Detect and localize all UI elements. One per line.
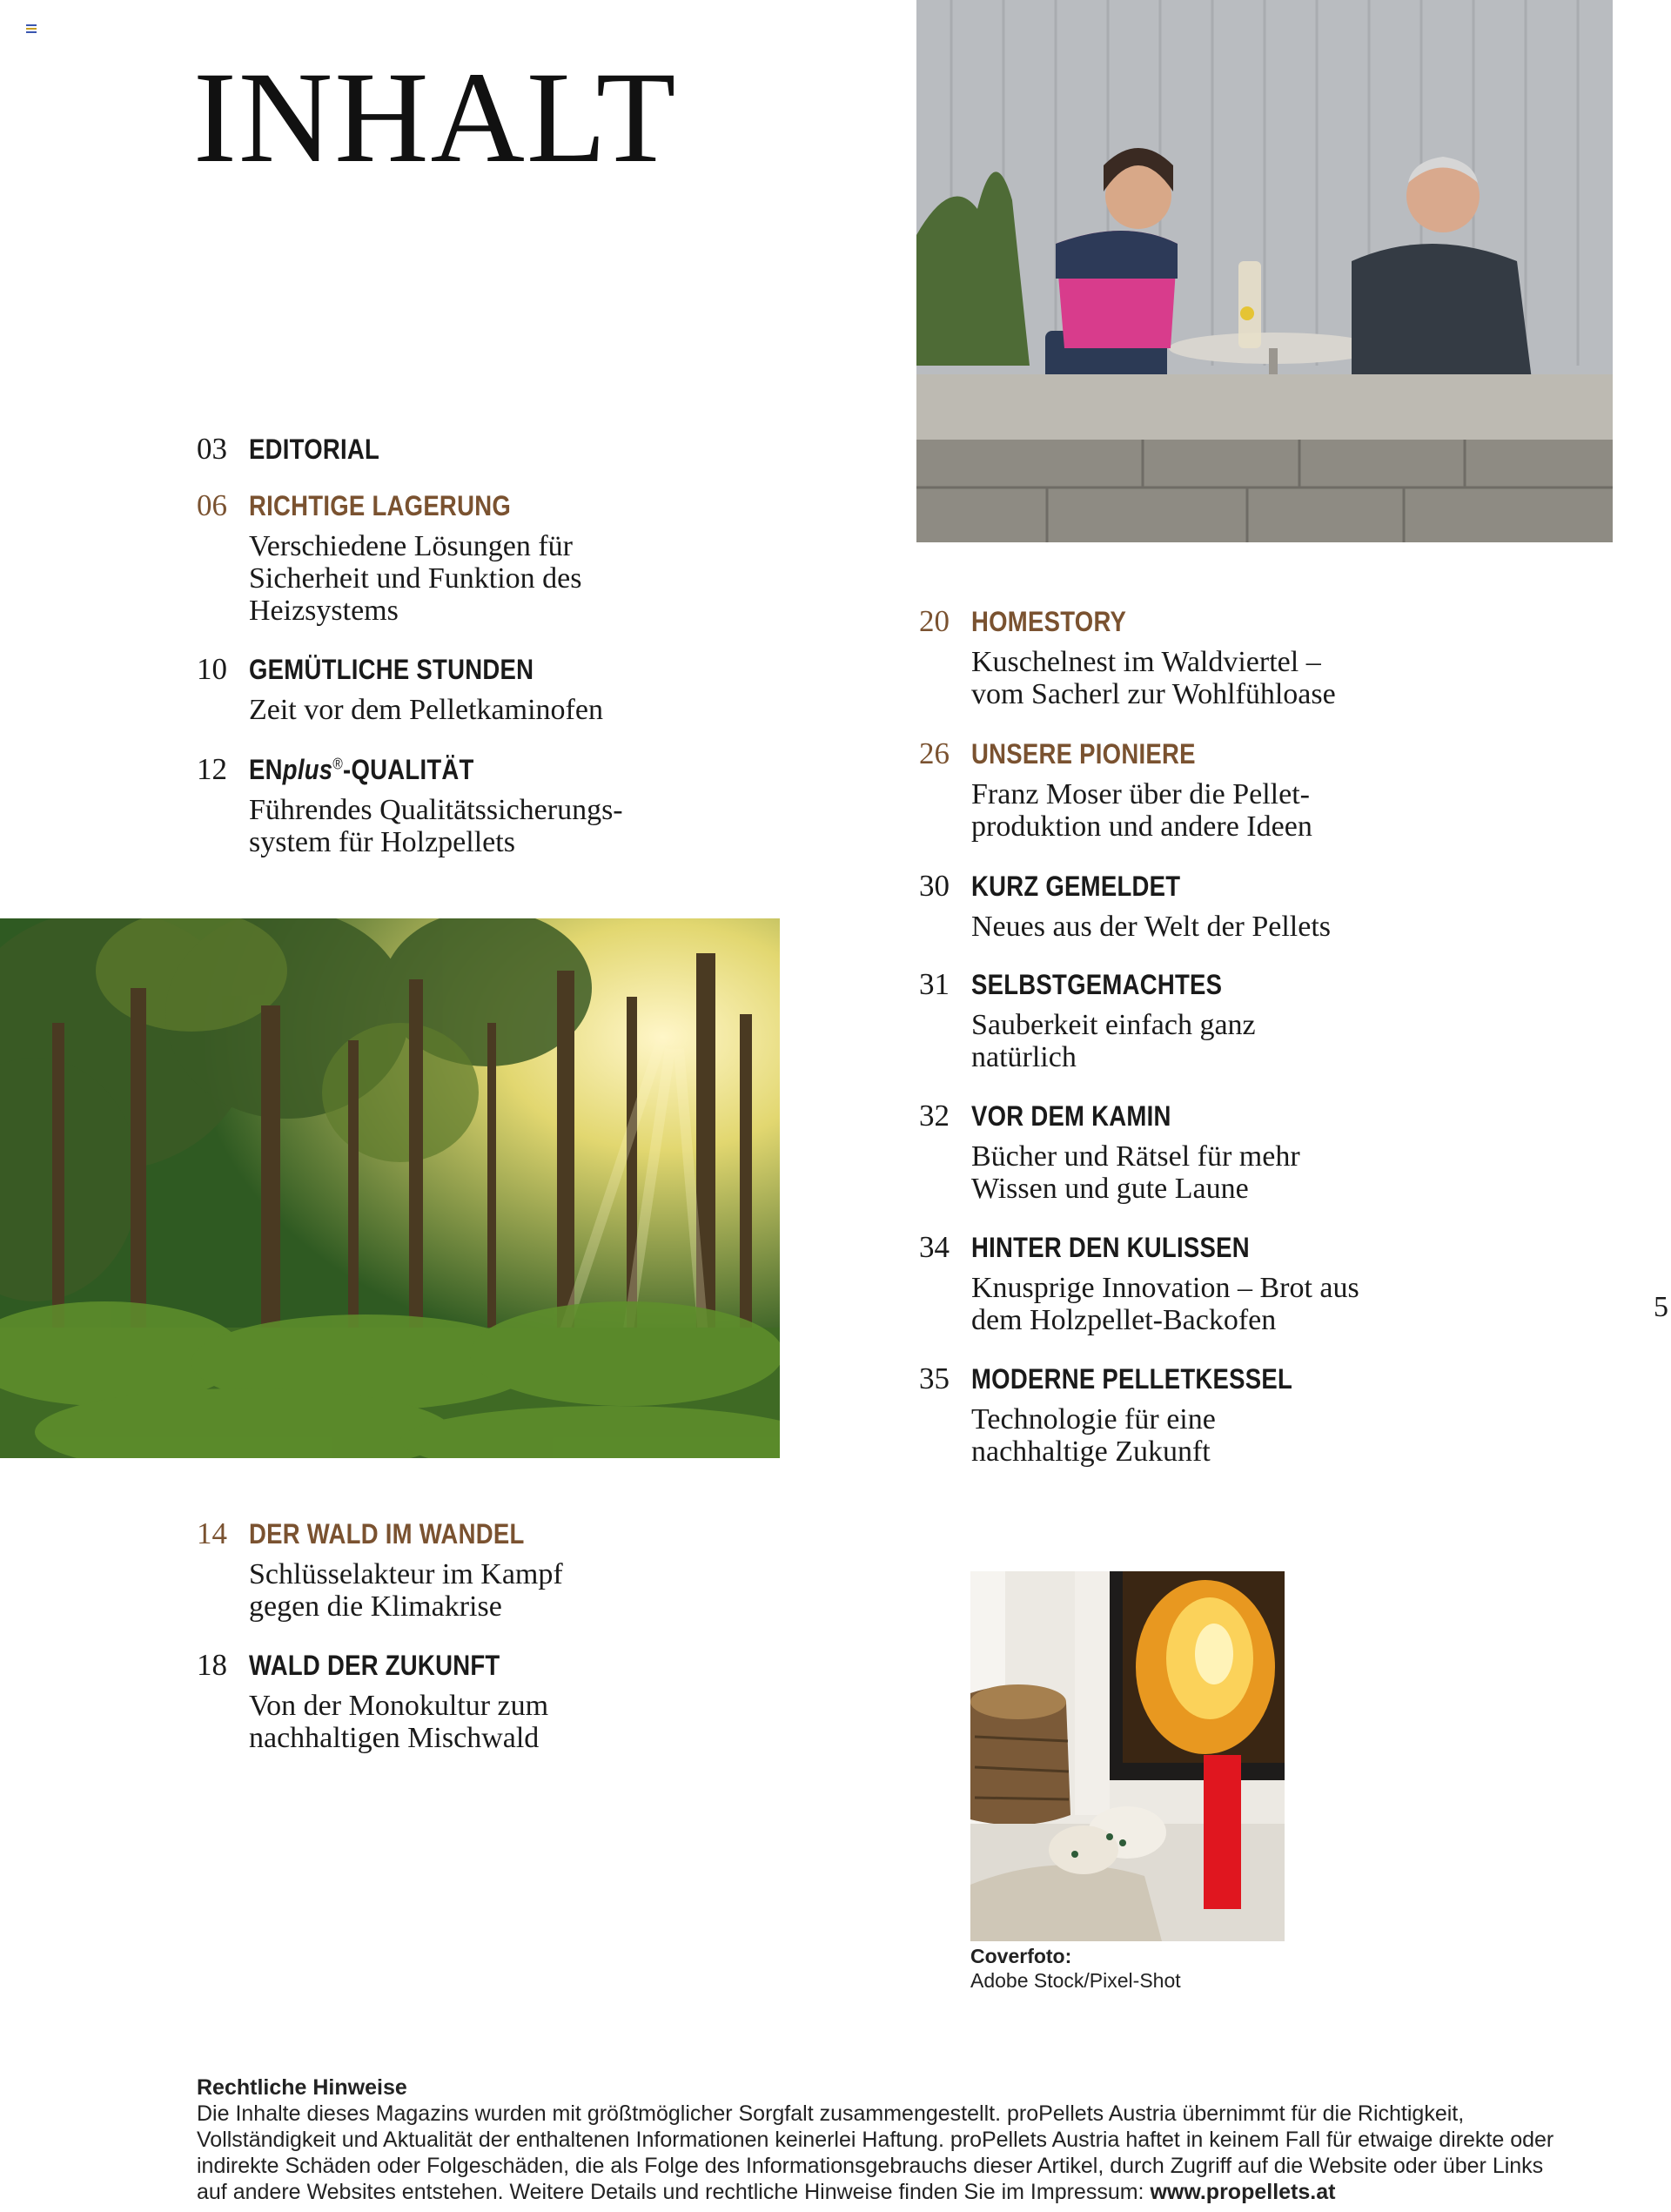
- toc-description: Bücher und Rätsel für mehr Wissen und gute Laune: [971, 1140, 1300, 1205]
- toc-description: Von der Monokultur zum nachhaltigen Mischwald: [249, 1690, 549, 1754]
- toc-description: Technologie für eine nachhaltige Zukunft: [971, 1403, 1216, 1468]
- toc-number: 10: [197, 652, 227, 686]
- page-title: INHALT: [193, 45, 678, 190]
- toc-number: 20: [919, 604, 950, 638]
- toc-title: SELBSTGEMACHTES: [971, 969, 1223, 1000]
- toc-title: MODERNE PELLETKESSEL: [971, 1363, 1293, 1395]
- cover-credit: [970, 1944, 1181, 1993]
- toc-number: 03: [197, 432, 227, 466]
- legal-notice: [197, 2074, 1554, 2205]
- toc-entry-richtige-lagerung[interactable]: [197, 488, 754, 627]
- toc-number: 31: [919, 967, 950, 1001]
- cover-credit-label: Coverfoto:: [970, 1945, 1072, 1967]
- toc-number: 06: [197, 488, 227, 522]
- toc-title: HINTER DEN KULISSEN: [971, 1232, 1250, 1263]
- toc-entry-homestory[interactable]: [919, 604, 1476, 710]
- toc-description: Franz Moser über die Pellet- produktion und andere Ideen: [971, 778, 1312, 843]
- toc-description: Neues aus der Welt der Pellets: [971, 911, 1332, 943]
- toc-entry-hinter-den-kulissen[interactable]: [919, 1230, 1476, 1336]
- toc-title: WALD DER ZUKUNFT: [249, 1650, 500, 1681]
- toc-entry-der-wald-im-wandel[interactable]: [197, 1516, 754, 1623]
- toc-entry-vor-dem-kamin[interactable]: [919, 1099, 1476, 1205]
- toc-description: Verschiedene Lösungen für Sicherheit und Funktion des Heizsystems: [249, 530, 582, 627]
- toc-number: 18: [197, 1648, 227, 1682]
- toc-entry-unsere-pioniere[interactable]: [919, 736, 1476, 843]
- toc-entry-editorial[interactable]: [197, 432, 754, 467]
- toc-entry-kurz-gemeldet[interactable]: [919, 869, 1476, 943]
- corner-mark-icon: [26, 24, 37, 33]
- toc-description: Schlüsselakteur im Kampf gegen die Klimakrise: [249, 1558, 563, 1623]
- legal-title: Rechtliche Hinweise: [197, 2075, 407, 2100]
- toc-title: EDITORIAL: [249, 434, 380, 465]
- toc-number: 35: [919, 1361, 950, 1395]
- homestory-photo: [916, 0, 1613, 542]
- toc-number: 34: [919, 1230, 950, 1264]
- toc-title: DER WALD IM WANDEL: [249, 1518, 525, 1550]
- legal-text: Die Inhalte dieses Magazins wurden mit größtmöglicher Sorgfalt zusammengestellt. proPellets Austria übernimmt für die Richtigkeit, Vollständigkeit und Aktualität der enthaltenen Informationen keinerlei Haftung. proPellets Austria haftet in keinem Fall für etwaige direkte oder indirekte Schäden oder Folgeschäden, die als Folge des Informationsgebrauchs dieser Artikel, durch Zugriff auf die Website oder über Links auf andere Websites entstehen. Weitere Details und rechtliche Hinweise finden Sie im Impressum:: [197, 2101, 1554, 2204]
- toc-number: 30: [919, 869, 950, 903]
- cover-credit-source: Adobe Stock/Pixel-Shot: [970, 1969, 1181, 1992]
- website-link[interactable]: www.propellets.at: [1150, 2180, 1336, 2204]
- toc-entry-selbstgemachtes[interactable]: [919, 967, 1476, 1073]
- toc-number: 12: [197, 752, 227, 786]
- toc-description: Knusprige Innovation – Brot aus dem Holzpellet-Backofen: [971, 1272, 1359, 1336]
- page-number: 5: [1654, 1291, 1668, 1323]
- forest-photo: [0, 918, 780, 1458]
- toc-title: GEMÜTLICHE STUNDEN: [249, 654, 534, 685]
- toc-description: Führendes Qualitätssicherungs- system für Holzpellets: [249, 794, 623, 858]
- toc-description: Kuschelnest im Waldviertel – vom Sacherl zur Wohlfühloase: [971, 646, 1336, 710]
- toc-title: KURZ GEMELDET: [971, 871, 1181, 902]
- toc-description: Sauberkeit einfach ganz natürlich: [971, 1009, 1256, 1073]
- toc-title: ENplus®-QUALITÄT: [249, 754, 474, 785]
- toc-number: 26: [919, 736, 950, 770]
- toc-number: 14: [197, 1516, 227, 1550]
- toc-entry-moderne-pelletkessel[interactable]: [919, 1361, 1476, 1468]
- toc-title: UNSERE PIONIERE: [971, 738, 1196, 770]
- toc-entry-wald-der-zukunft[interactable]: [197, 1648, 754, 1754]
- cover-red-accent: [1204, 1755, 1241, 1909]
- toc-title: RICHTIGE LAGERUNG: [249, 490, 511, 521]
- toc-title: HOMESTORY: [971, 606, 1127, 637]
- toc-description: Zeit vor dem Pelletkaminofen: [249, 694, 603, 726]
- toc-entry-enplus-qualitaet[interactable]: [197, 752, 754, 858]
- toc-number: 32: [919, 1099, 950, 1133]
- toc-title: VOR DEM KAMIN: [971, 1100, 1171, 1132]
- toc-entry-gemuetliche-stunden[interactable]: [197, 652, 754, 726]
